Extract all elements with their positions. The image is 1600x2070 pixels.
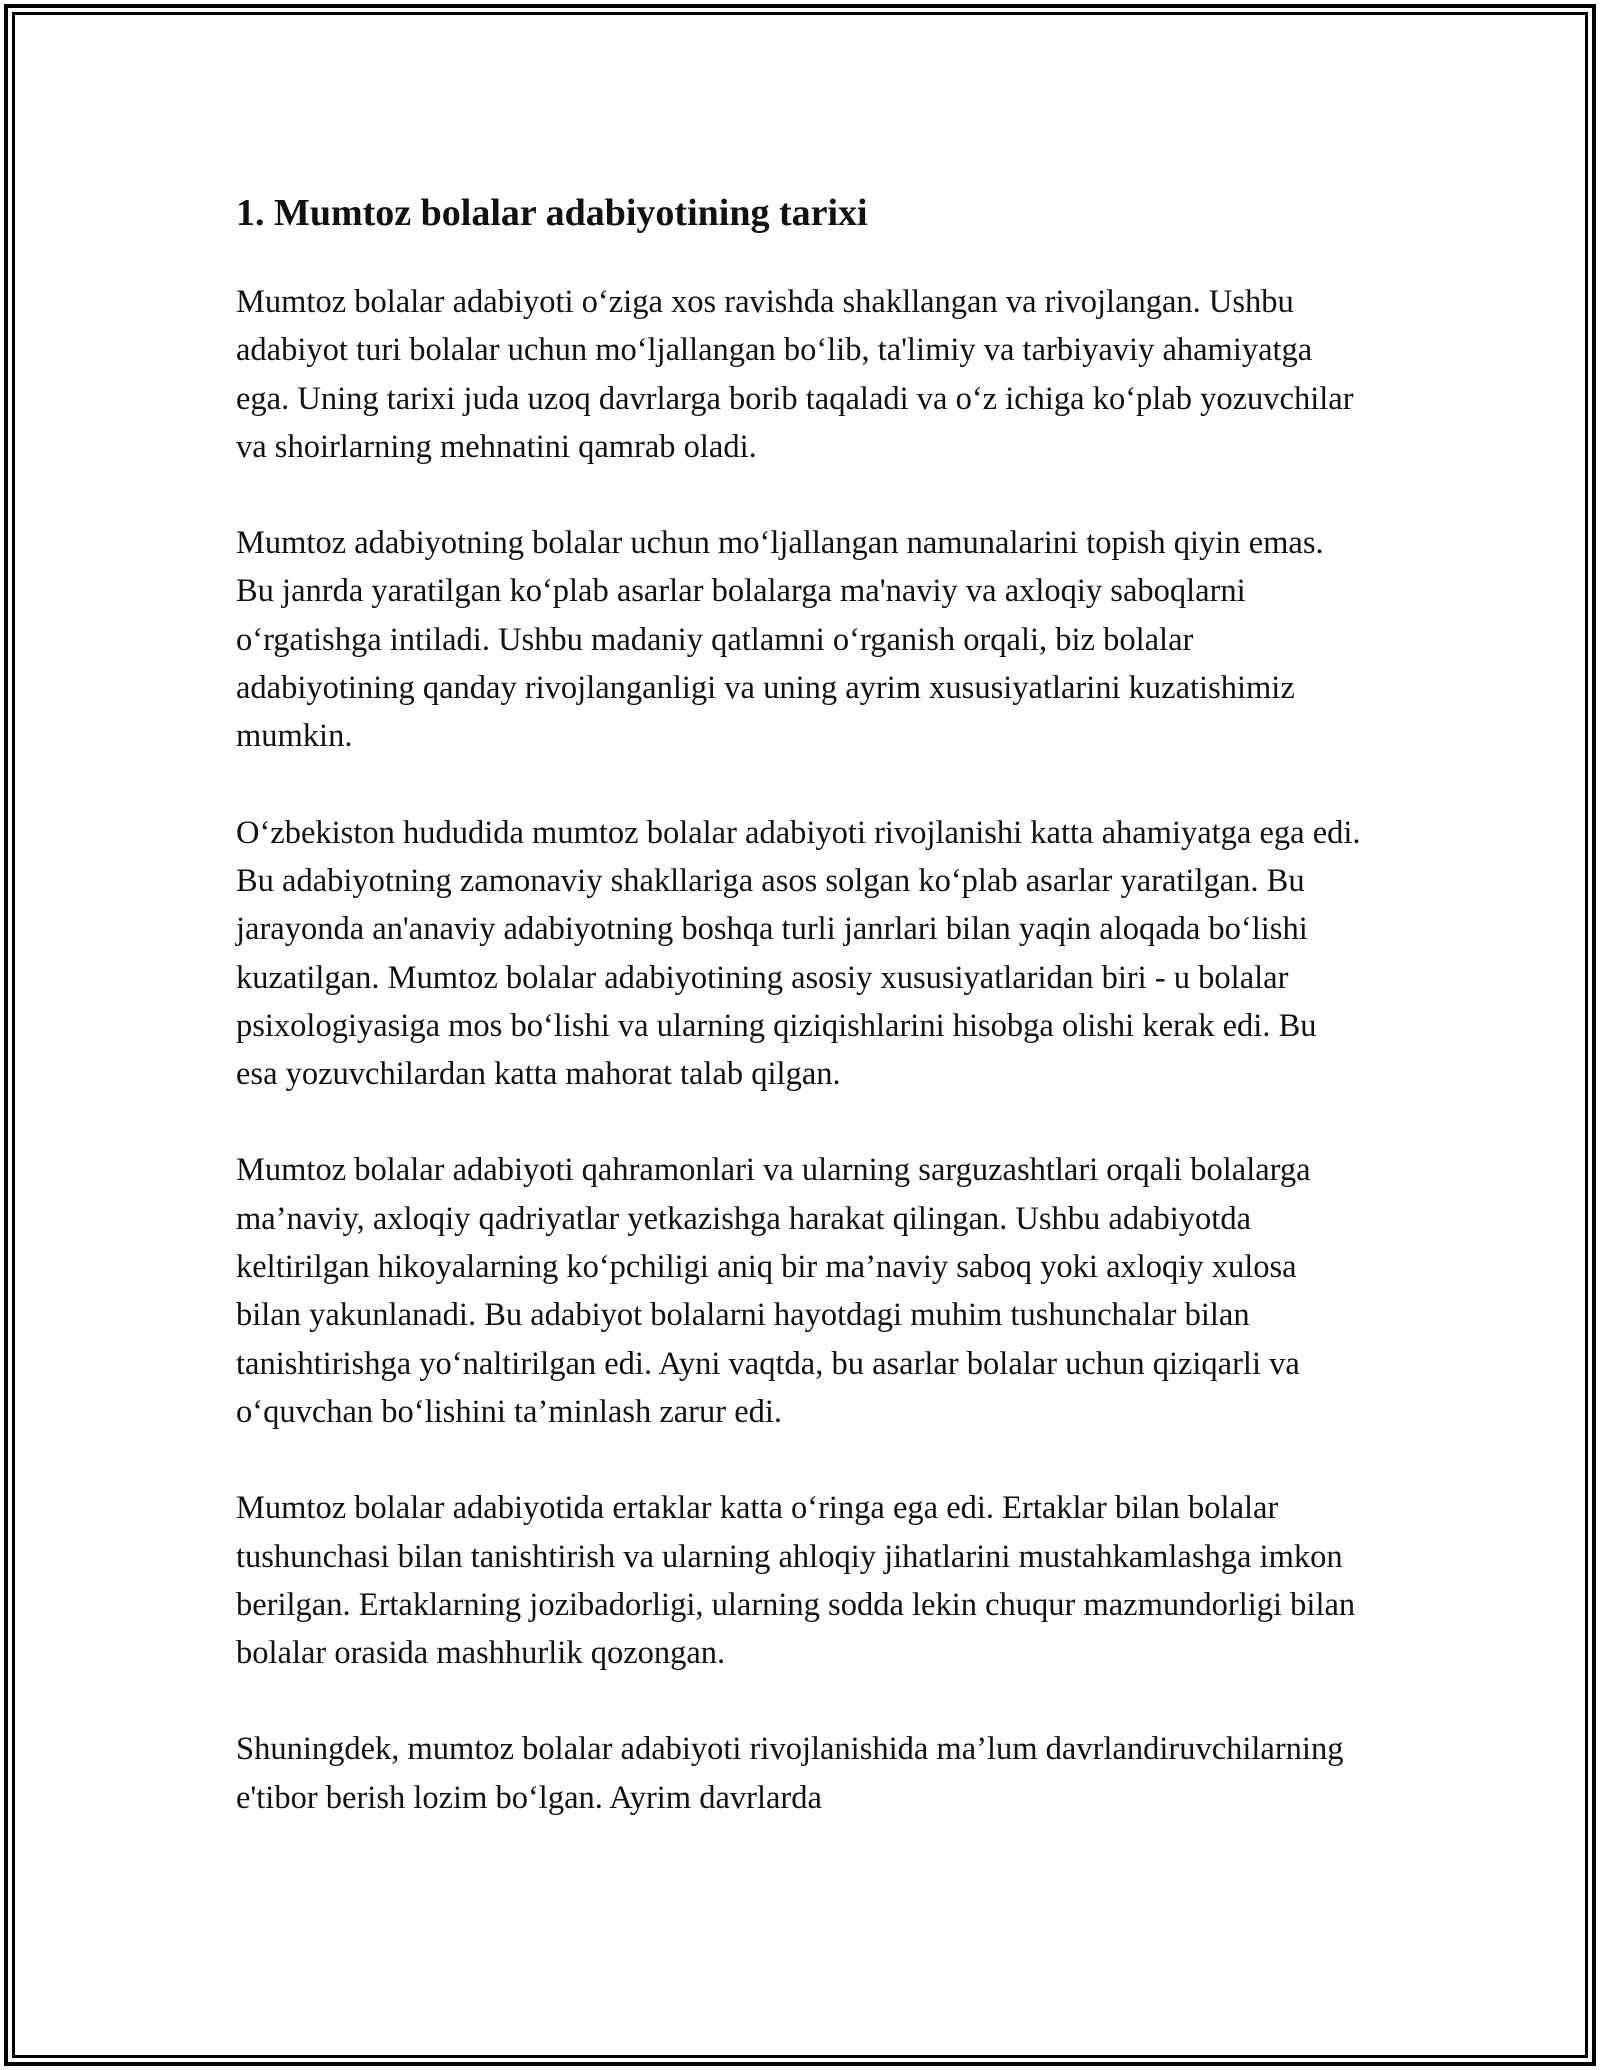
paragraph-3: O‘zbekiston hududida mumtoz bolalar adabiyoti rivojlanishi katta ahamiyatga ega edi. Bu adabiyotning zamonaviy shakllariga asos solgan ko‘plab asarlar yaratilgan. Bu jarayonda an'anaviy adabiyotning boshqa turli janrlari bilan yaqin aloqada bo‘lishi kuzatilgan. Mumtoz bolalar adabiyotining asosiy xususiyatlaridan biri - u bolalar psixologiyasiga mos bo‘lishi va ularning qiziqishlarini hisobga olishi kerak edi. Bu esa yozuvchilardan katta mahorat talab qilgan.: [236, 814, 1361, 1093]
document-page: [236, 188, 1366, 1870]
paragraph-2: Mumtoz adabiyotning bolalar uchun mo‘ljallangan namunalarini topish qiyin emas. Bu janrda yaratilgan ko‘plab asarlar bolalarga ma'naviy va axloqiy saboqlarni o‘rgatishga intiladi. Ushbu madaniy qatlamni o‘rganish orqali, biz bolalar adabiyotining qanday rivojlanganligi va uning ayrim xususiyatlarini kuzatishimiz mumkin.: [236, 525, 1324, 755]
paragraph-1: Mumtoz bolalar adabiyoti o‘ziga xos ravishda shakllangan va rivojlangan. Ushbu adabiyot turi bolalar uchun mo‘ljallangan bo‘lib, ta'limiy va tarbiyaviy ahamiyatga ega. Uning tarixi juda uzoq davrlarga borib taqaladi va o‘z ichiga ko‘plab yozuvchilar va shoirlarning mehnatini qamrab oladi.: [236, 284, 1354, 465]
section-title: 1. Mumtoz bolalar adabiyotining tarixi: [236, 192, 868, 234]
paragraph-5: Mumtoz bolalar adabiyotida ertaklar katta o‘ringa ega edi. Ertaklar bilan bolalar tushunchasi bilan tanishtirish va ularning ahloqiy jihatlarini mustahkamlashga imkon berilgan. Ertaklarning jozibadorligi, ularning sodda lekin chuqur mazmundorligi bilan bolalar orasida mashhurlik qozongan.: [236, 1490, 1356, 1672]
paragraph-4: Mumtoz bolalar adabiyoti qahramonlari va ularning sarguzashtlari orqali bolalarga ma’naviy, axloqiy qadriyatlar yetkazishga harakat qilingan. Ushbu adabiyotda keltirilgan hikoyalarning ko‘pchiligi aniq bir ma’naviy saboq yoki axloqiy xulosa bilan yakunlanadi. Bu adabiyot bolalarni hayotdagi muhim tushunchalar bilan tanishtirishga yo‘naltirilgan edi. Ayni vaqtda, bu asarlar bolalar uchun qiziqarli va o‘quvchan bo‘lishini ta’minlash zarur edi.: [236, 1152, 1311, 1430]
paragraph-6: Shuningdek, mumtoz bolalar adabiyoti rivojlanishida ma’lum davrlandiruvchilarning e'tibor berish lozim bo‘lgan. Ayrim davrlarda: [236, 1731, 1344, 1816]
